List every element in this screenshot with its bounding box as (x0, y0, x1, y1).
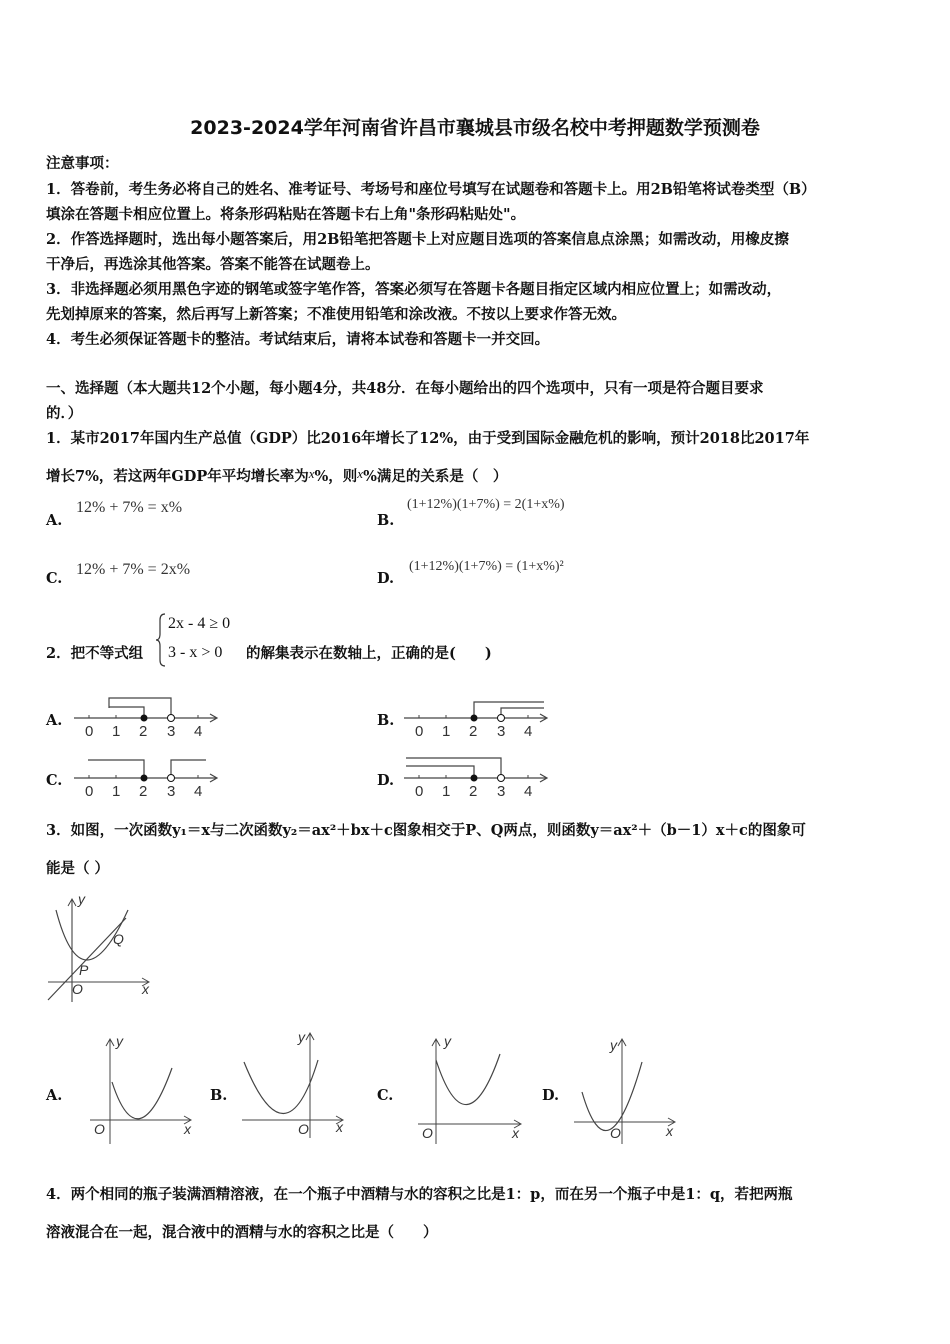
tick-label: 2 (469, 723, 478, 740)
fig-label-q: Q (113, 931, 124, 947)
q2-prefix: 2．把不等式组 (46, 645, 144, 662)
fig-label-x: x (336, 1119, 343, 1135)
notice-line: 先划掉原来的答案，然后再写上新答案；不准使用铅笔和涂改液。不按以上要求作答无效。 (46, 306, 626, 323)
tick-label: 2 (469, 783, 478, 800)
tick-label: 1 (442, 783, 451, 800)
notice-line: 干净后，再选涂其他答案。答案不能答在试题卷上。 (46, 256, 380, 273)
q3-option-a-graph (86, 1032, 196, 1147)
q3-option-d-label[interactable]: D. (542, 1087, 560, 1104)
section-heading: 一、选择题（本大题共12个小题，每小题4分，共48分．在每小题给出的四个选项中，只有一项是符合题目要求 (46, 380, 764, 397)
q3-option-a-label[interactable]: A. (46, 1087, 63, 1104)
tick-label: 3 (497, 723, 506, 740)
q2-numberline-b (402, 690, 552, 740)
fig-label-x: x (184, 1121, 191, 1137)
q1-option-d-formula: (1+12%)(1+7%) = (1+x%)² (409, 559, 564, 574)
q2-inequality-2: 3 - x > 0 (168, 644, 223, 661)
q2-option-b-label[interactable]: B. (377, 712, 395, 729)
fig-label-o: O (422, 1125, 433, 1141)
q2-numberline-d (402, 752, 552, 802)
tick-label: 3 (497, 783, 506, 800)
fig-label-y: y (298, 1029, 305, 1045)
tick-label: 1 (112, 783, 121, 800)
q3-main-figure (44, 890, 159, 1005)
q1-text-line2: 增长7%，若这两年GDP年平均增长率为x%，则x%满足的关系是（ ） (46, 466, 508, 485)
tick-label: 2 (139, 783, 148, 800)
q2-numberline-c (72, 752, 222, 802)
q1-option-d-label[interactable]: D. (377, 570, 395, 587)
section-heading-cont: 的．） (46, 405, 83, 422)
fig-label-y: y (444, 1033, 451, 1049)
q1-option-b-label[interactable]: B. (377, 512, 395, 529)
tick-label: 0 (415, 783, 424, 800)
fig-label-p: P (79, 962, 89, 978)
tick-label: 4 (194, 723, 203, 740)
q2-option-c-label[interactable]: C. (46, 772, 63, 789)
q3-option-c-graph (414, 1032, 529, 1147)
q4-text: 4．两个相同的瓶子装满酒精溶液，在一个瓶子中酒精与水的容积之比是1：p，而在另一个瓶子中是1：q，若把两瓶 (46, 1186, 793, 1203)
notice-line: 1．答卷前，考生务必将自己的姓名、准考证号、考场号和座位号填写在试题卷和答题卡上。用2B铅笔将试卷类型（B） (46, 181, 816, 198)
q1-option-c-label[interactable]: C. (46, 570, 63, 587)
notice-heading: 注意事项： (46, 155, 119, 172)
q2-option-a-label[interactable]: A. (46, 712, 63, 729)
tick-label: 4 (524, 783, 533, 800)
fig-label-o: O (610, 1125, 621, 1141)
q3-option-b-label[interactable]: B. (210, 1087, 228, 1104)
fig-label-x: x (512, 1125, 519, 1141)
q2-brace (154, 612, 168, 668)
q3-text: 3．如图，一次函数y₁＝x与二次函数y₂＝ax²＋bx＋c图象相交于P、Q两点，则函数y＝ax²＋（b－1）x＋c的图象可 (46, 822, 806, 839)
q2-numberline-a (72, 690, 222, 740)
q2-suffix: 的解集表示在数轴上，正确的是( ) (246, 645, 492, 662)
notice-line: 填涂在答题卡相应位置上。将条形码粘贴在答题卡右上角"条形码粘贴处"。 (46, 206, 526, 223)
q3-option-b-graph (238, 1026, 353, 1141)
tick-label: 4 (524, 723, 533, 740)
q3-option-d-graph (570, 1032, 685, 1147)
fig-label-o: O (94, 1121, 105, 1137)
q4-text-line2: 溶液混合在一起，混合液中的酒精与水的容积之比是（ ） (46, 1224, 438, 1241)
tick-label: 3 (167, 723, 176, 740)
q1-text: 1．某市2017年国内生产总值（GDP）比2016年增长了12%，由于受到国际金融危机的影响，预计2018比2017年 (46, 430, 810, 447)
tick-label: 0 (415, 723, 424, 740)
page-title: 2023-2024学年河南省许昌市襄城县市级名校中考押题数学预测卷 (190, 117, 760, 139)
q1-option-a-formula: 12% + 7% = x% (76, 499, 183, 516)
q1-option-c-formula: 12% + 7% = 2x% (76, 561, 191, 578)
tick-label: 3 (167, 783, 176, 800)
fig-label-o: O (72, 981, 83, 997)
tick-label: 4 (194, 783, 203, 800)
tick-label: 1 (442, 723, 451, 740)
fig-label-o: O (298, 1121, 309, 1137)
notice-line: 3．非选择题必须用黑色字迹的钢笔或签字笔作答，答案必须写在答题卡各题目指定区域内相应位置上；如需改动， (46, 281, 782, 298)
tick-label: 2 (139, 723, 148, 740)
tick-label: 1 (112, 723, 121, 740)
q2-option-d-label[interactable]: D. (377, 772, 395, 789)
q3-text-line2: 能是（ ） (46, 860, 110, 877)
fig-label-x: x (142, 981, 149, 997)
q1-option-b-formula: (1+12%)(1+7%) = 2(1+x%) (407, 497, 565, 512)
fig-label-y: y (116, 1033, 123, 1049)
q2-inequality-1: 2x - 4 ≥ 0 (168, 615, 231, 632)
q1-option-a-label[interactable]: A. (46, 512, 63, 529)
notice-line: 2．作答选择题时，选出每小题答案后，用2B铅笔把答题卡上对应题目选项的答案信息点涂黑；如需改动，用橡皮擦 (46, 231, 789, 248)
fig-label-y: y (78, 891, 85, 907)
q3-option-c-label[interactable]: C. (377, 1087, 394, 1104)
tick-label: 0 (85, 783, 94, 800)
fig-label-y: y (610, 1037, 617, 1053)
fig-label-x: x (666, 1123, 673, 1139)
tick-label: 0 (85, 723, 94, 740)
notice-line: 4．考生必须保证答题卡的整洁。考试结束后，请将本试卷和答题卡一并交回。 (46, 331, 550, 348)
